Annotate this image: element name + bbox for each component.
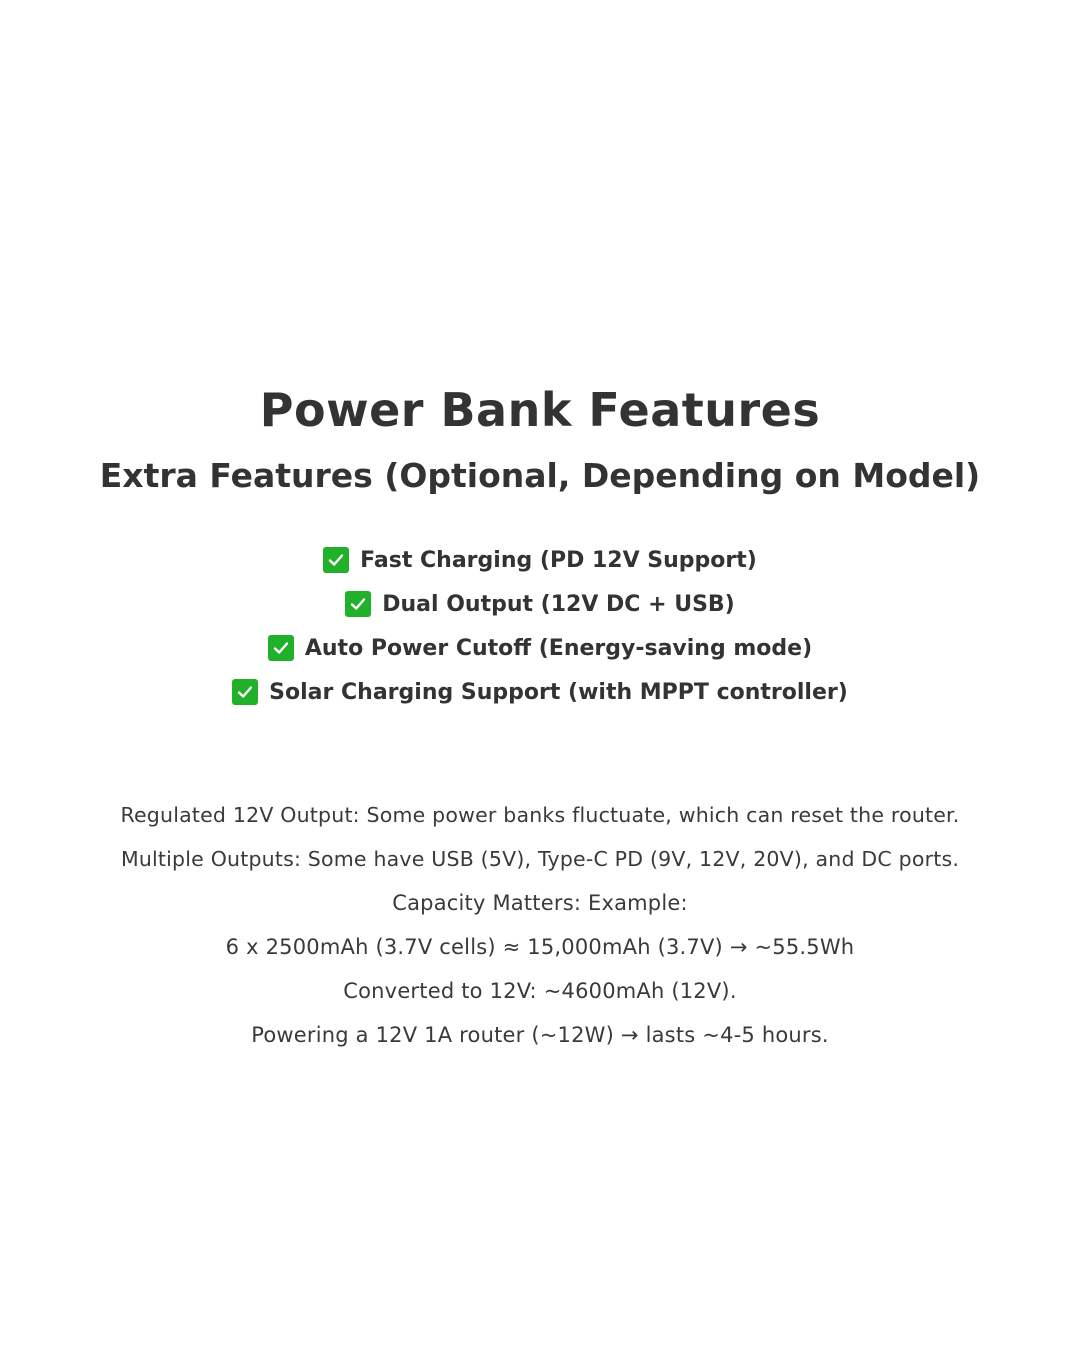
feature-list: [0, 538, 1080, 714]
note-converted-capacity: Converted to 12V: ~4600mAh (12V).: [343, 979, 737, 1003]
feature-label: Auto Power Cutoff (Energy-saving mode): [304, 635, 813, 661]
page-title: Power Bank Features: [259, 383, 821, 437]
feature-item-solar-charging: [0, 670, 1080, 714]
feature-label: Dual Output (12V DC + USB): [382, 591, 735, 617]
feature-label: Solar Charging Support (with MPPT controller): [269, 679, 848, 705]
feature-item-auto-power-cutoff: [0, 626, 1080, 670]
check-mark-button-icon: [268, 635, 294, 661]
check-mark-button-icon: [232, 679, 258, 705]
feature-item-fast-charging: [0, 538, 1080, 582]
check-mark-button-icon: [323, 547, 349, 573]
note-multiple-outputs: Multiple Outputs: Some have USB (5V), Type-C PD (9V, 12V, 20V), and DC ports.: [120, 847, 960, 871]
page-subtitle: Extra Features (Optional, Depending on Model): [99, 456, 981, 495]
note-runtime: Powering a 12V 1A router (~12W) → lasts ~4-5 hours.: [251, 1023, 829, 1047]
check-mark-button-icon: [345, 591, 371, 617]
note-regulated-output: Regulated 12V Output: Some power banks fluctuate, which can reset the router.: [120, 803, 960, 827]
note-capacity-example: 6 x 2500mAh (3.7V cells) ≈ 15,000mAh (3.7V) → ~55.5Wh: [225, 935, 855, 959]
notes-section: [0, 793, 1080, 1057]
feature-label: Fast Charging (PD 12V Support): [360, 547, 757, 573]
feature-item-dual-output: [0, 582, 1080, 626]
note-capacity-heading: Capacity Matters: Example:: [392, 891, 688, 915]
